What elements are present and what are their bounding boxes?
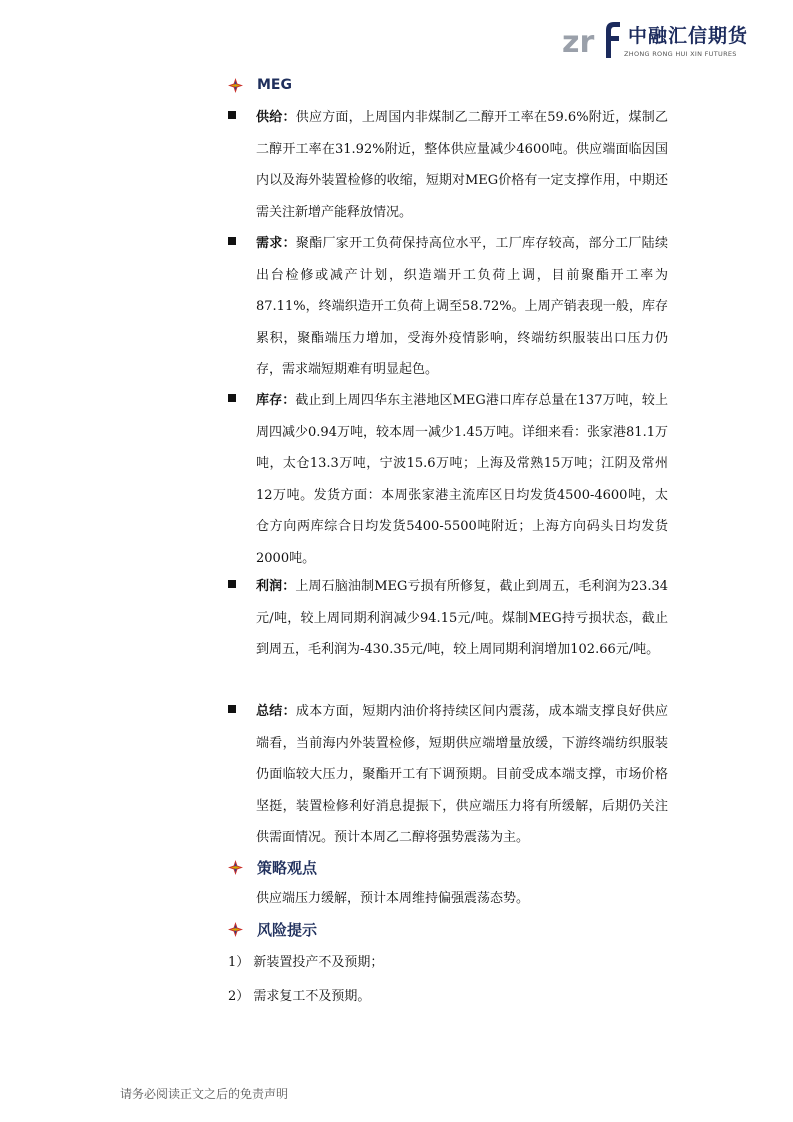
paragraph-text: 供应方面，上周国内非煤制乙二醇开工率在59.6%附近，煤制乙二醇开工率在31.92%附近，整体供应量减少4600吨。供应端面临因国内以及海外装置检修的收缩，短期对MEG价格有一定支撑作用，中期还需关注新增产能释放情况。: [256, 110, 668, 220]
paragraph-summary: [228, 696, 668, 854]
disclaimer-footer: 请务必阅读正文之后的免责声明: [120, 1087, 289, 1101]
square-bullet-icon: [228, 580, 236, 588]
logo-name: 中融汇信期货: [628, 25, 749, 47]
square-bullet-icon: [228, 111, 236, 119]
risk-item: 2） 需求复工不及预期。: [228, 989, 371, 1004]
section-title: MEG: [257, 77, 292, 93]
paragraph-text: 截止到上周四华东主港地区MEG港口库存总量在137万吨，较上周四减少0.94万吨，较本周一减少1.45万吨。详细来看：张家港81.1万吨，太仓13.3万吨，宁波15.6万吨；上海及常熟15万吨；江阴及常州12万吨。发货方面：本周张家港主流库区日均发货4500-4600吨，太仓方向两库综合日均发货5400-5500吨附近；上海方向码头日均发货2000吨。: [256, 393, 668, 566]
paragraph-label: 总结：: [256, 704, 296, 719]
section-heading-risk: [228, 919, 317, 940]
paragraph-stock: [228, 385, 668, 574]
paragraph-label: 利润：: [256, 579, 296, 594]
section-heading-meg: [228, 77, 292, 93]
paragraph-label: 供给：: [256, 110, 296, 125]
paragraph-text: 聚酯厂家开工负荷保持高位水平，工厂库存较高，部分工厂陆续出台检修或减产计划，织造端开工负荷上调，目前聚酯开工率为87.11%，终端织造开工负荷上调至58.72%。上周产销表现一般，库存累积，聚酯端压力增加，受海外疫情影响，终端纺织服装出口压力仍存，需求端短期难有明显起色。: [256, 236, 668, 377]
diamond-bullet-icon: [228, 78, 243, 93]
zrf-logo-mark-icon: [562, 18, 624, 62]
svg-text:zr: zr: [562, 25, 595, 60]
paragraph-profit: [228, 571, 668, 666]
paragraph-demand: [228, 228, 668, 386]
risk-item: 1） 新装置投产不及预期；: [228, 955, 384, 970]
logo-english-name: ZHONG RONG HUI XIN FUTURES: [624, 50, 737, 58]
section-title: 风险提示: [257, 921, 318, 939]
diamond-bullet-icon: [228, 922, 243, 937]
square-bullet-icon: [228, 394, 236, 402]
company-logo: [562, 18, 762, 64]
paragraph-supply: [228, 102, 668, 228]
paragraph-label: 库存：: [256, 393, 296, 408]
square-bullet-icon: [228, 237, 236, 245]
paragraph-text: 成本方面，短期内油价将持续区间内震荡，成本端支撑良好供应端看，当前海内外装置检修，短期供应端增量放缓，下游终端纺织服装仍面临较大压力，聚酯开工有下调预期。目前受成本端支撑，市场价格坚挺，装置检修利好消息提振下，供应端压力将有所缓解，后期仍关注供需面情况。预计本周乙二醇将强势震荡为主。: [256, 704, 668, 845]
section-title: 策略观点: [257, 859, 318, 877]
diamond-bullet-icon: [228, 860, 243, 875]
paragraph-text: 上周石脑油制MEG亏损有所修复，截止到周五，毛利润为23.34元/吨，较上周同期利润减少94.15元/吨。煤制MEG持亏损状态，截止到周五，毛利润为-430.35元/吨，较上周同期利润增加102.66元/吨。: [256, 579, 668, 657]
strategy-text: 供应端压力缓解，预计本周维持偏强震荡态势。: [256, 891, 530, 906]
section-heading-strategy: [228, 857, 317, 878]
paragraph-label: 需求：: [256, 236, 296, 251]
square-bullet-icon: [228, 705, 236, 713]
